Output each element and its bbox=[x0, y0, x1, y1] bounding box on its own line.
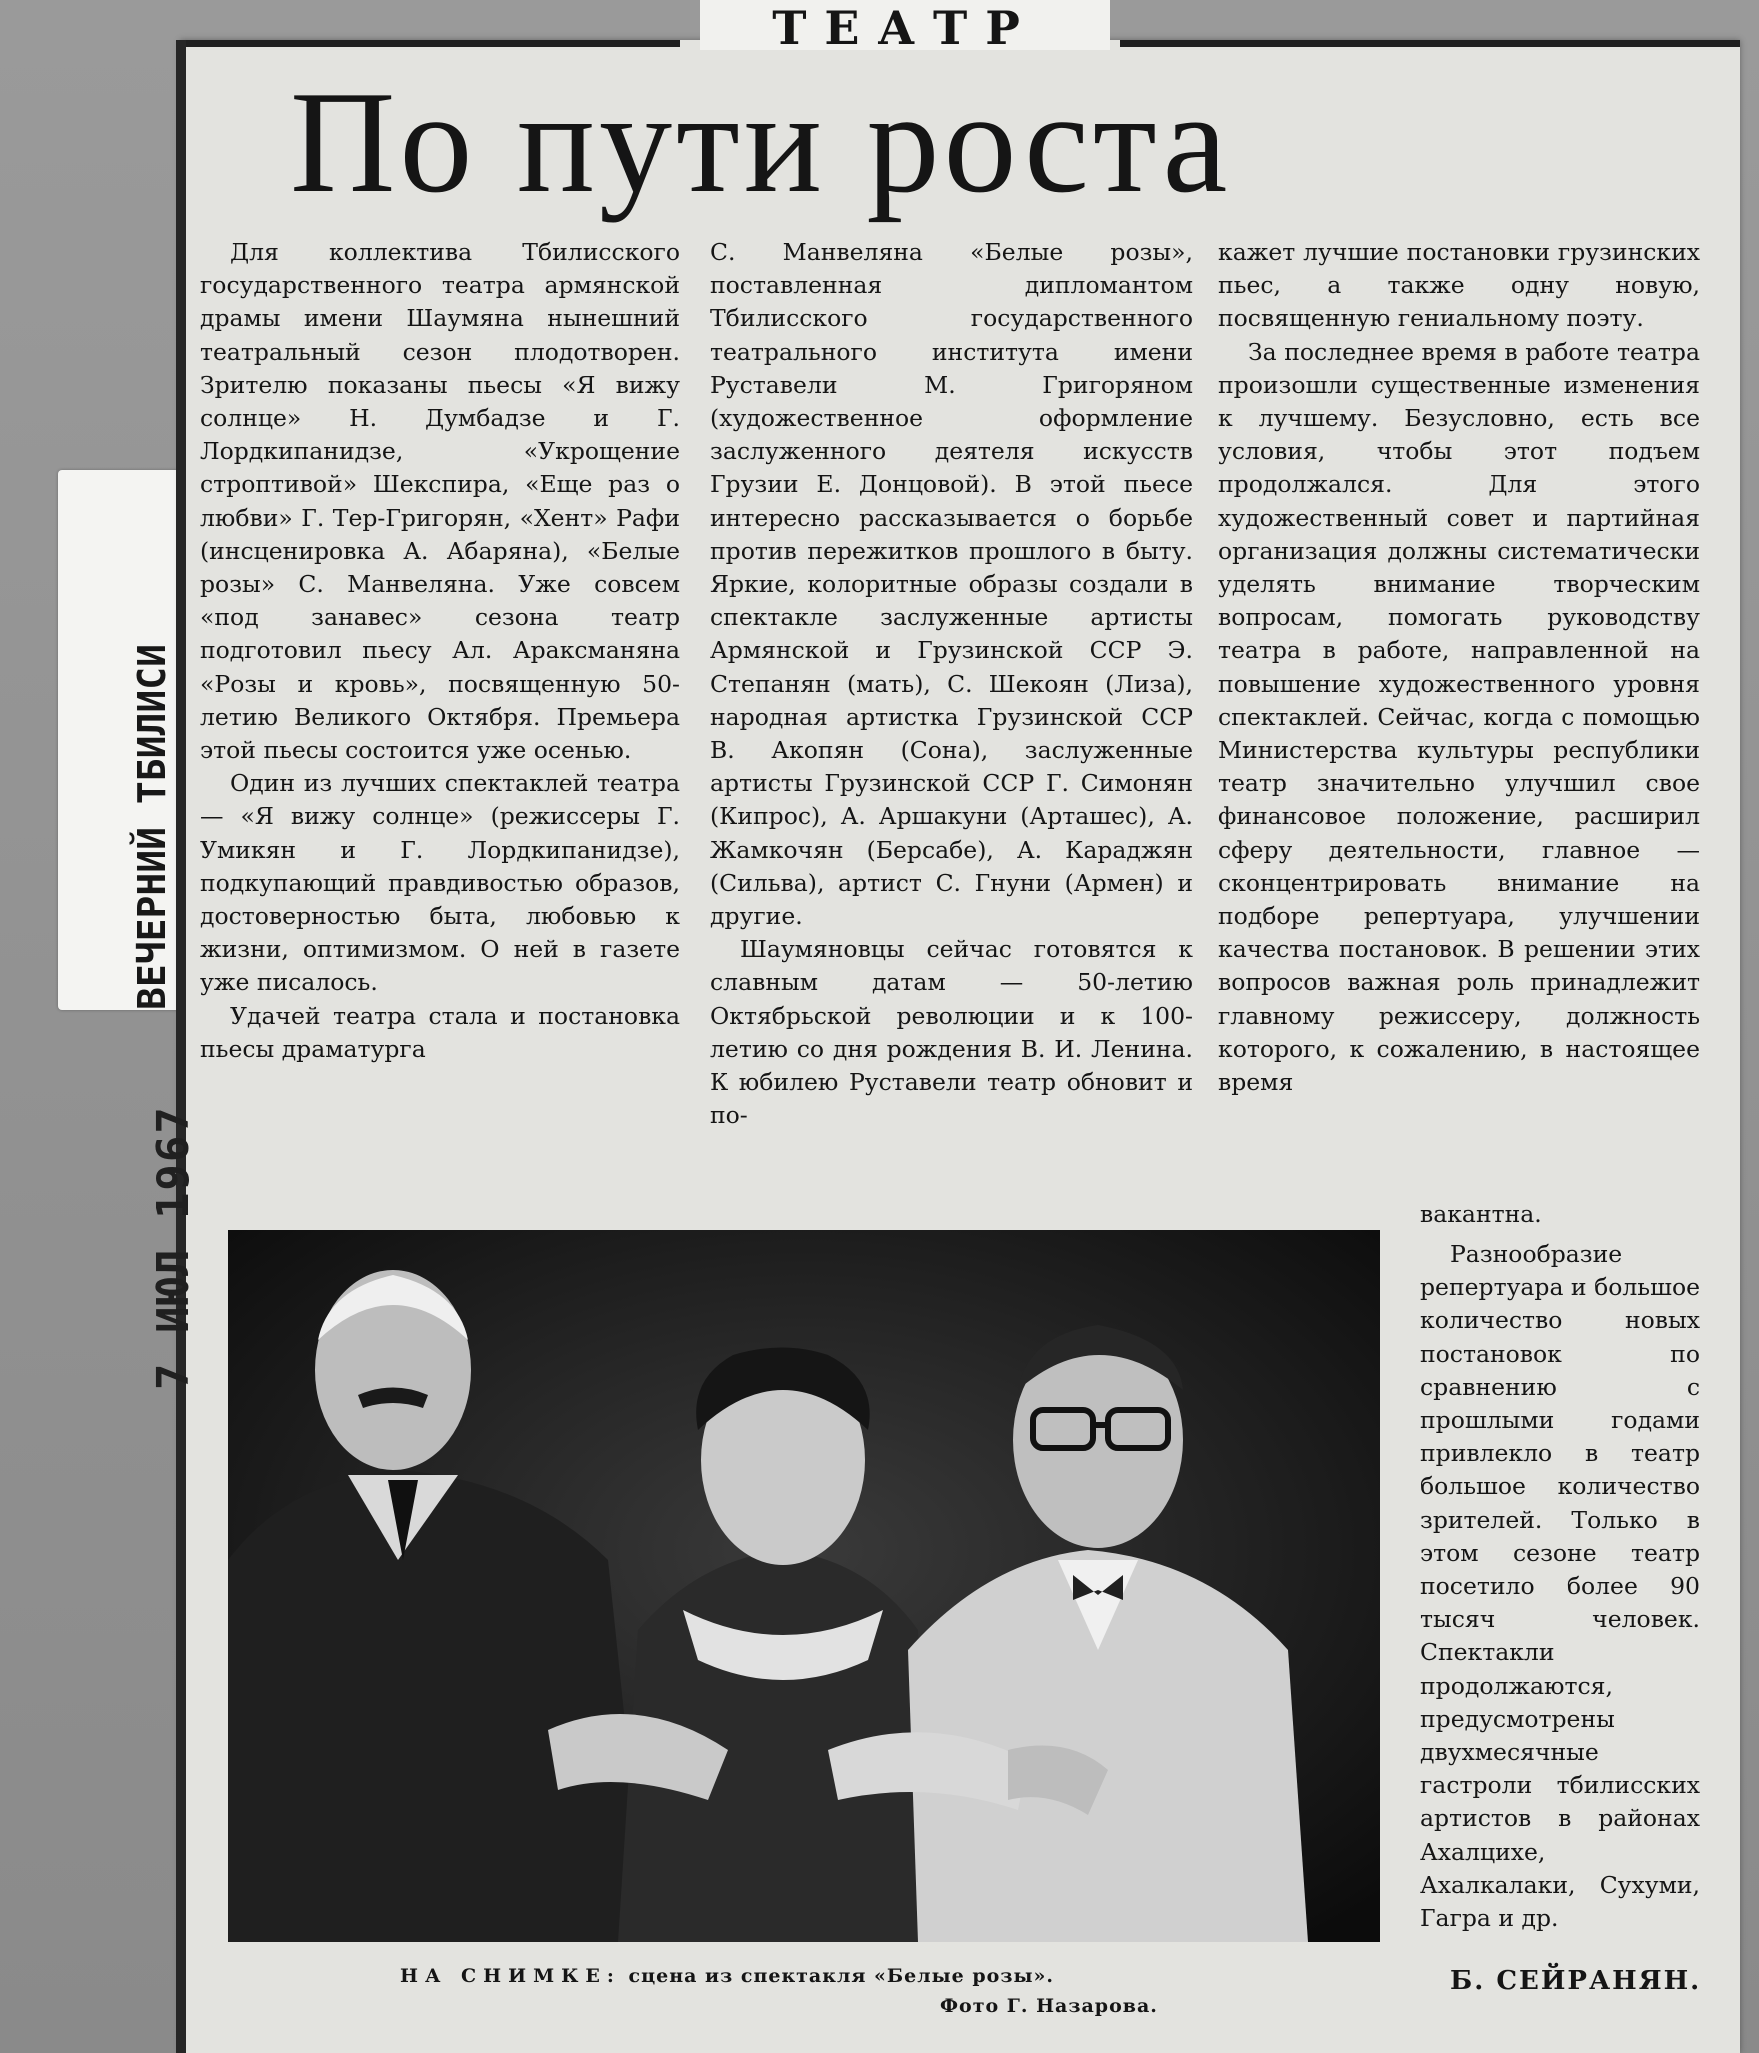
stage-photo bbox=[228, 1230, 1380, 1942]
paragraph: С. Манвеляна «Белые розы», поставленная дипломантом Тбилисского государственного театрального института имени Руставели М. Григоряном (художественное оформление заслуженного деятеля искусств Грузии Е. Донцовой). В этой пьесе интересно рассказывается о борьбе против пережитков прошлого в быту. Яркие, колоритные образы создали в спектакле заслуженные артисты Армянской и Грузинской ССР Э. Степанян (мать), С. Шекоян (Лиза), народная артистка Грузинской ССР В. Акопян (Сона), заслуженные артисты Грузинской ССР Г. Симонян (Кипрос), А. Аршакуни (Арташес), А. Жамкочян (Берсабе), А. Караджян (Сильва), артист С. Гнуни (Армен) и другие. bbox=[710, 238, 1193, 931]
caption-lead: НА СНИМКЕ: bbox=[400, 1965, 621, 1987]
article-column-4 bbox=[1420, 1238, 1700, 1935]
caption-text: сцена из спектакля «Белые розы». bbox=[628, 1965, 1054, 1987]
paragraph-tail: вакантна. bbox=[1420, 1200, 1542, 1228]
paragraph: кажет лучшие постановки грузинских пьес, а также одну новую, посвященную гениальному поэту. bbox=[1218, 238, 1700, 333]
date-stamp: 7 ИЮЛ 1967 bbox=[148, 1105, 199, 1390]
photo-caption bbox=[400, 1965, 1054, 1987]
author-byline: Б. СЕЙРАНЯН. bbox=[1450, 1966, 1702, 1996]
article-column-3 bbox=[1218, 236, 1700, 1099]
article-column-1 bbox=[200, 236, 680, 1066]
paragraph: Удачей театра стала и постановка пьесы драматурга bbox=[200, 1001, 680, 1063]
paragraph: Разнообразие репертуара и большое количество новых постановок по сравнению с прошлыми годами привлекло в театр большое количество зрителей. Только в этом сезоне театр посетило более 90 тысяч человек. Спектакли продолжаются, предусмотрены двухмесячные гастроли тбилисских артистов в районах Ахалцихе, Ахалкалаки, Сухуми, Гагра и др. bbox=[1420, 1240, 1700, 1933]
article-column-2 bbox=[710, 236, 1193, 1132]
stamp-newspaper-name: ВЕЧЕРНИЙ ТБИЛИСИ bbox=[130, 643, 174, 1010]
paragraph: Шаумяновцы сейчас готовятся к славным датам — 50-летию Октябрьской революции и к 100-летию со дня рождения В. И. Ленина. К юбилею Руставели театр обновит и по- bbox=[710, 935, 1193, 1130]
photo-credit: Фото Г. Назарова. bbox=[940, 1995, 1158, 2017]
rubric-rule-right bbox=[1120, 40, 1740, 47]
paragraph: За последнее время в работе театра произошли существенные изменения к лучшему. Безусловно, есть все условия, чтобы этот подъем продолжался. Для этого художественный совет и партийная организация должны систематически уделять внимание творческим вопросам, помогать руководству театра в работе, направленной на повышение художественного уровня спектаклей. Сейчас, когда с помощью Министерства культуры республики театр значительно улучшил свое финансовое положение, расширил сферу деятельности, главное — сконцентрировать внимание на подборе репертуара, улучшении качества постановок. В решении этих вопросов важная роль принадлежит главному режиссеру, должность которого, к сожалению, в настоящее время bbox=[1218, 337, 1700, 1097]
left-border-rule bbox=[176, 40, 186, 2053]
paragraph: Для коллектива Тбилисского государственного театра армянской драмы имени Шаумяна нынешний театральный сезон плодотворен. Зрителю показаны пьесы «Я вижу солнце» Н. Думбадзе и Г. Лордкипанидзе, «Укрощение строптивой» Шекспира, «Еще раз о любви» Г. Тер-Григорян, «Хент» Рафи (инсценировка А. Абаряна), «Белые розы» С. Манвеляна. Уже совсем «под занавес» сезона театр подготовил пьесу Ал. Араксманяна «Розы и кровь», посвященную 50-летию Великого Октября. Премьера этой пьесы состоится уже осенью. bbox=[200, 238, 680, 765]
paragraph: Один из лучших спектаклей театра — «Я вижу солнце» (режиссеры Г. Умикян и Г. Лордкипанидзе), подкупающий правдивостью образов, достоверностью быта, любовью к жизни, оптимизмом. О ней в газете уже писалось. bbox=[200, 769, 680, 997]
photo-illustration bbox=[228, 1230, 1380, 1942]
rubric-rule-left bbox=[186, 40, 680, 47]
section-rubric: ТЕАТР bbox=[700, 0, 1110, 50]
article-headline: По пути роста bbox=[290, 61, 1232, 223]
